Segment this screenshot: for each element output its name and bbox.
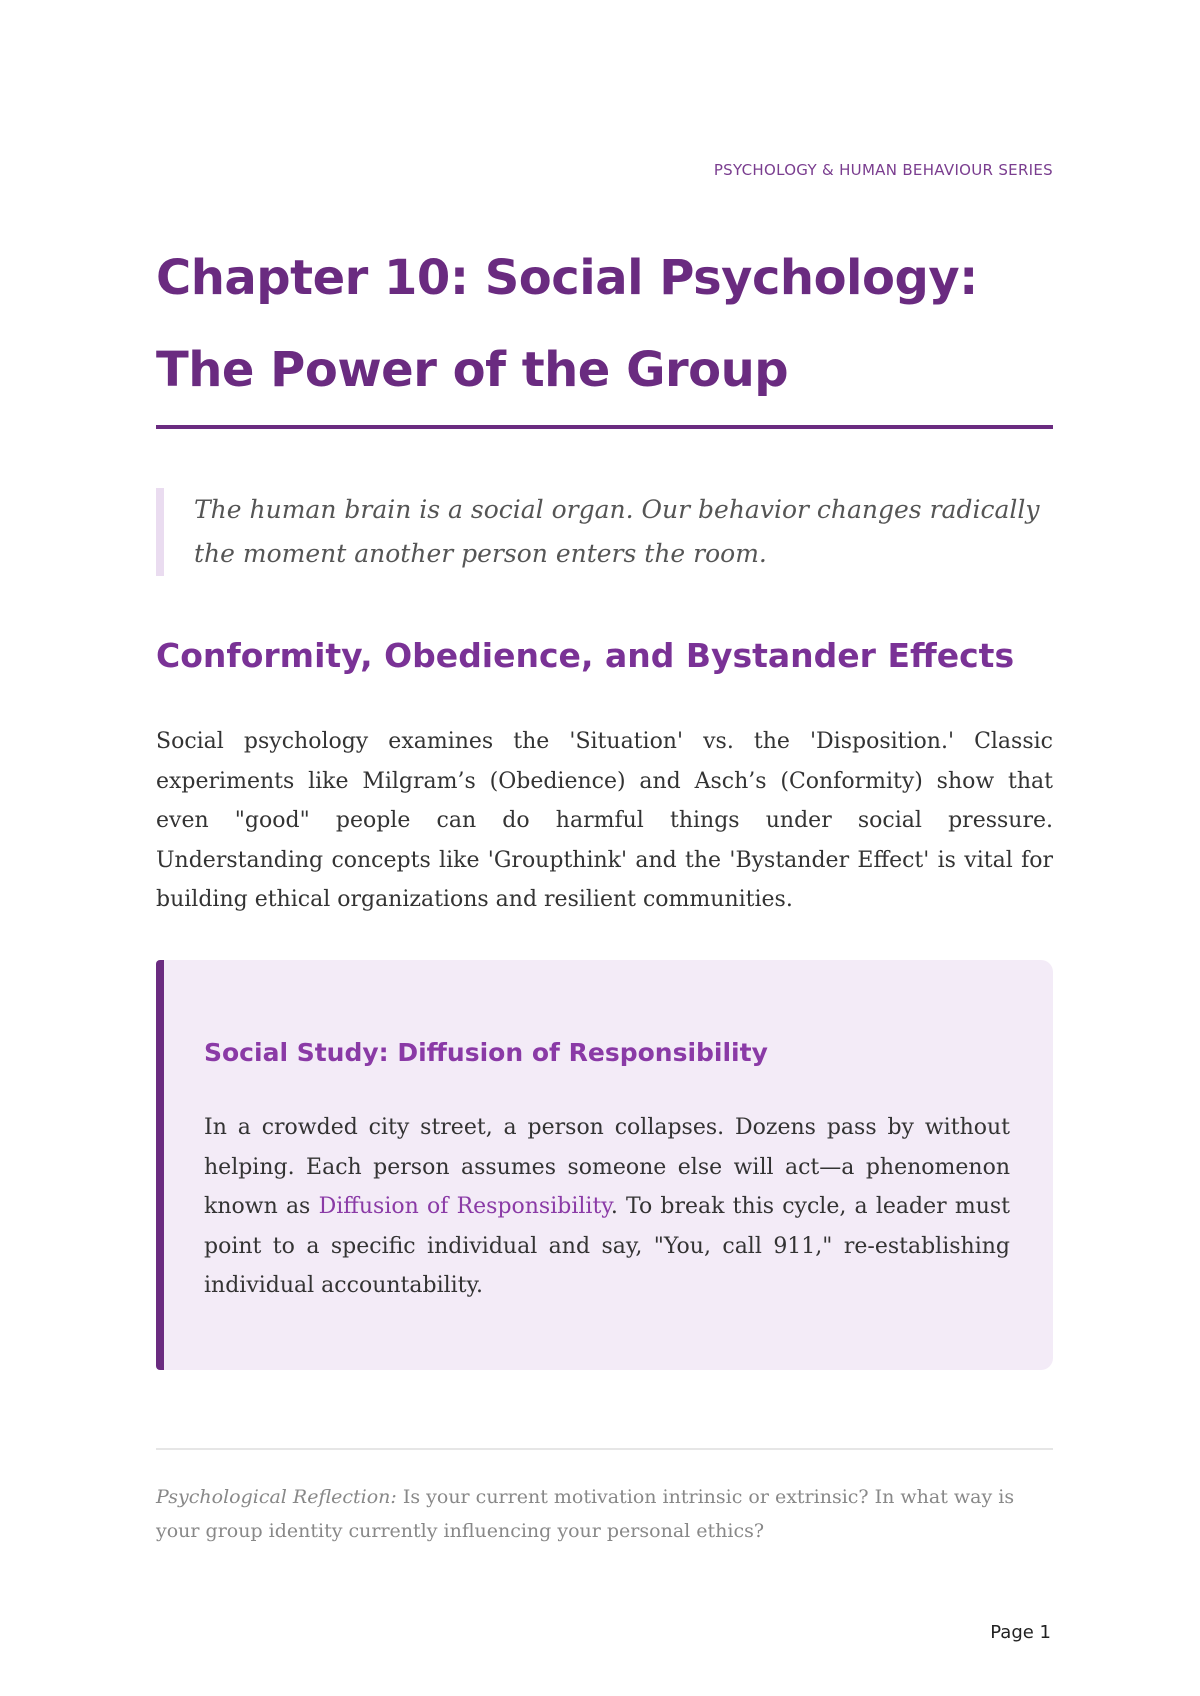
- reflection-text: Is your current motivation intrinsic or extrinsic? In what way is your group identity currently influencing your personal ethics?: [156, 1486, 1015, 1542]
- section-body: Social psychology examines the 'Situation' vs. the 'Disposition.' Classic experiments like Milgram’s (Obedience) and Asch’s (Conformity) show that even "good" people can do harmful things under social pressure. Understanding concepts like 'Groupthink' and the 'Bystander Effect' is vital for building ethical organizations and resilient communities.: [156, 729, 1053, 912]
- series-label: PSYCHOLOGY & HUMAN BEHAVIOUR SERIES: [713, 161, 1053, 179]
- reflection-label: Psychological Reflection:: [156, 1486, 397, 1508]
- callout-title: Social Study: Diffusion of Responsibility: [204, 1038, 768, 1067]
- case-study-callout: [156, 960, 1053, 1370]
- callout-text: [204, 1108, 1010, 1306]
- reflection-note: [156, 1480, 1053, 1548]
- chapter-title-line-2: The Power of the Group: [156, 342, 789, 398]
- document-page: [156, 0, 1053, 1696]
- chapter-title: [156, 232, 1053, 416]
- callout-text-after: . To break this cycle, a leader must point to a specific individual and say, "You, call 911," re-establishing individual accountability.: [204, 1194, 1011, 1298]
- section-heading: Conformity, Obedience, and Bystander Effects: [156, 636, 1015, 675]
- pull-quote: The human brain is a social organ. Our behavior changes radically the moment another person enters the room.: [156, 488, 1053, 576]
- callout-highlight-term: Diffusion of Responsibility: [318, 1194, 611, 1219]
- chapter-title-line-1: Chapter 10: Social Psychology:: [156, 250, 978, 306]
- footer-divider: [156, 1448, 1053, 1450]
- callout-text-before: In a crowded city street, a person collapses. Dozens pass by without helping. Each person assumes someone else will act—a phenomenon known as: [204, 1115, 1010, 1219]
- page-number: Page 1: [990, 1622, 1051, 1643]
- title-divider: [156, 425, 1053, 429]
